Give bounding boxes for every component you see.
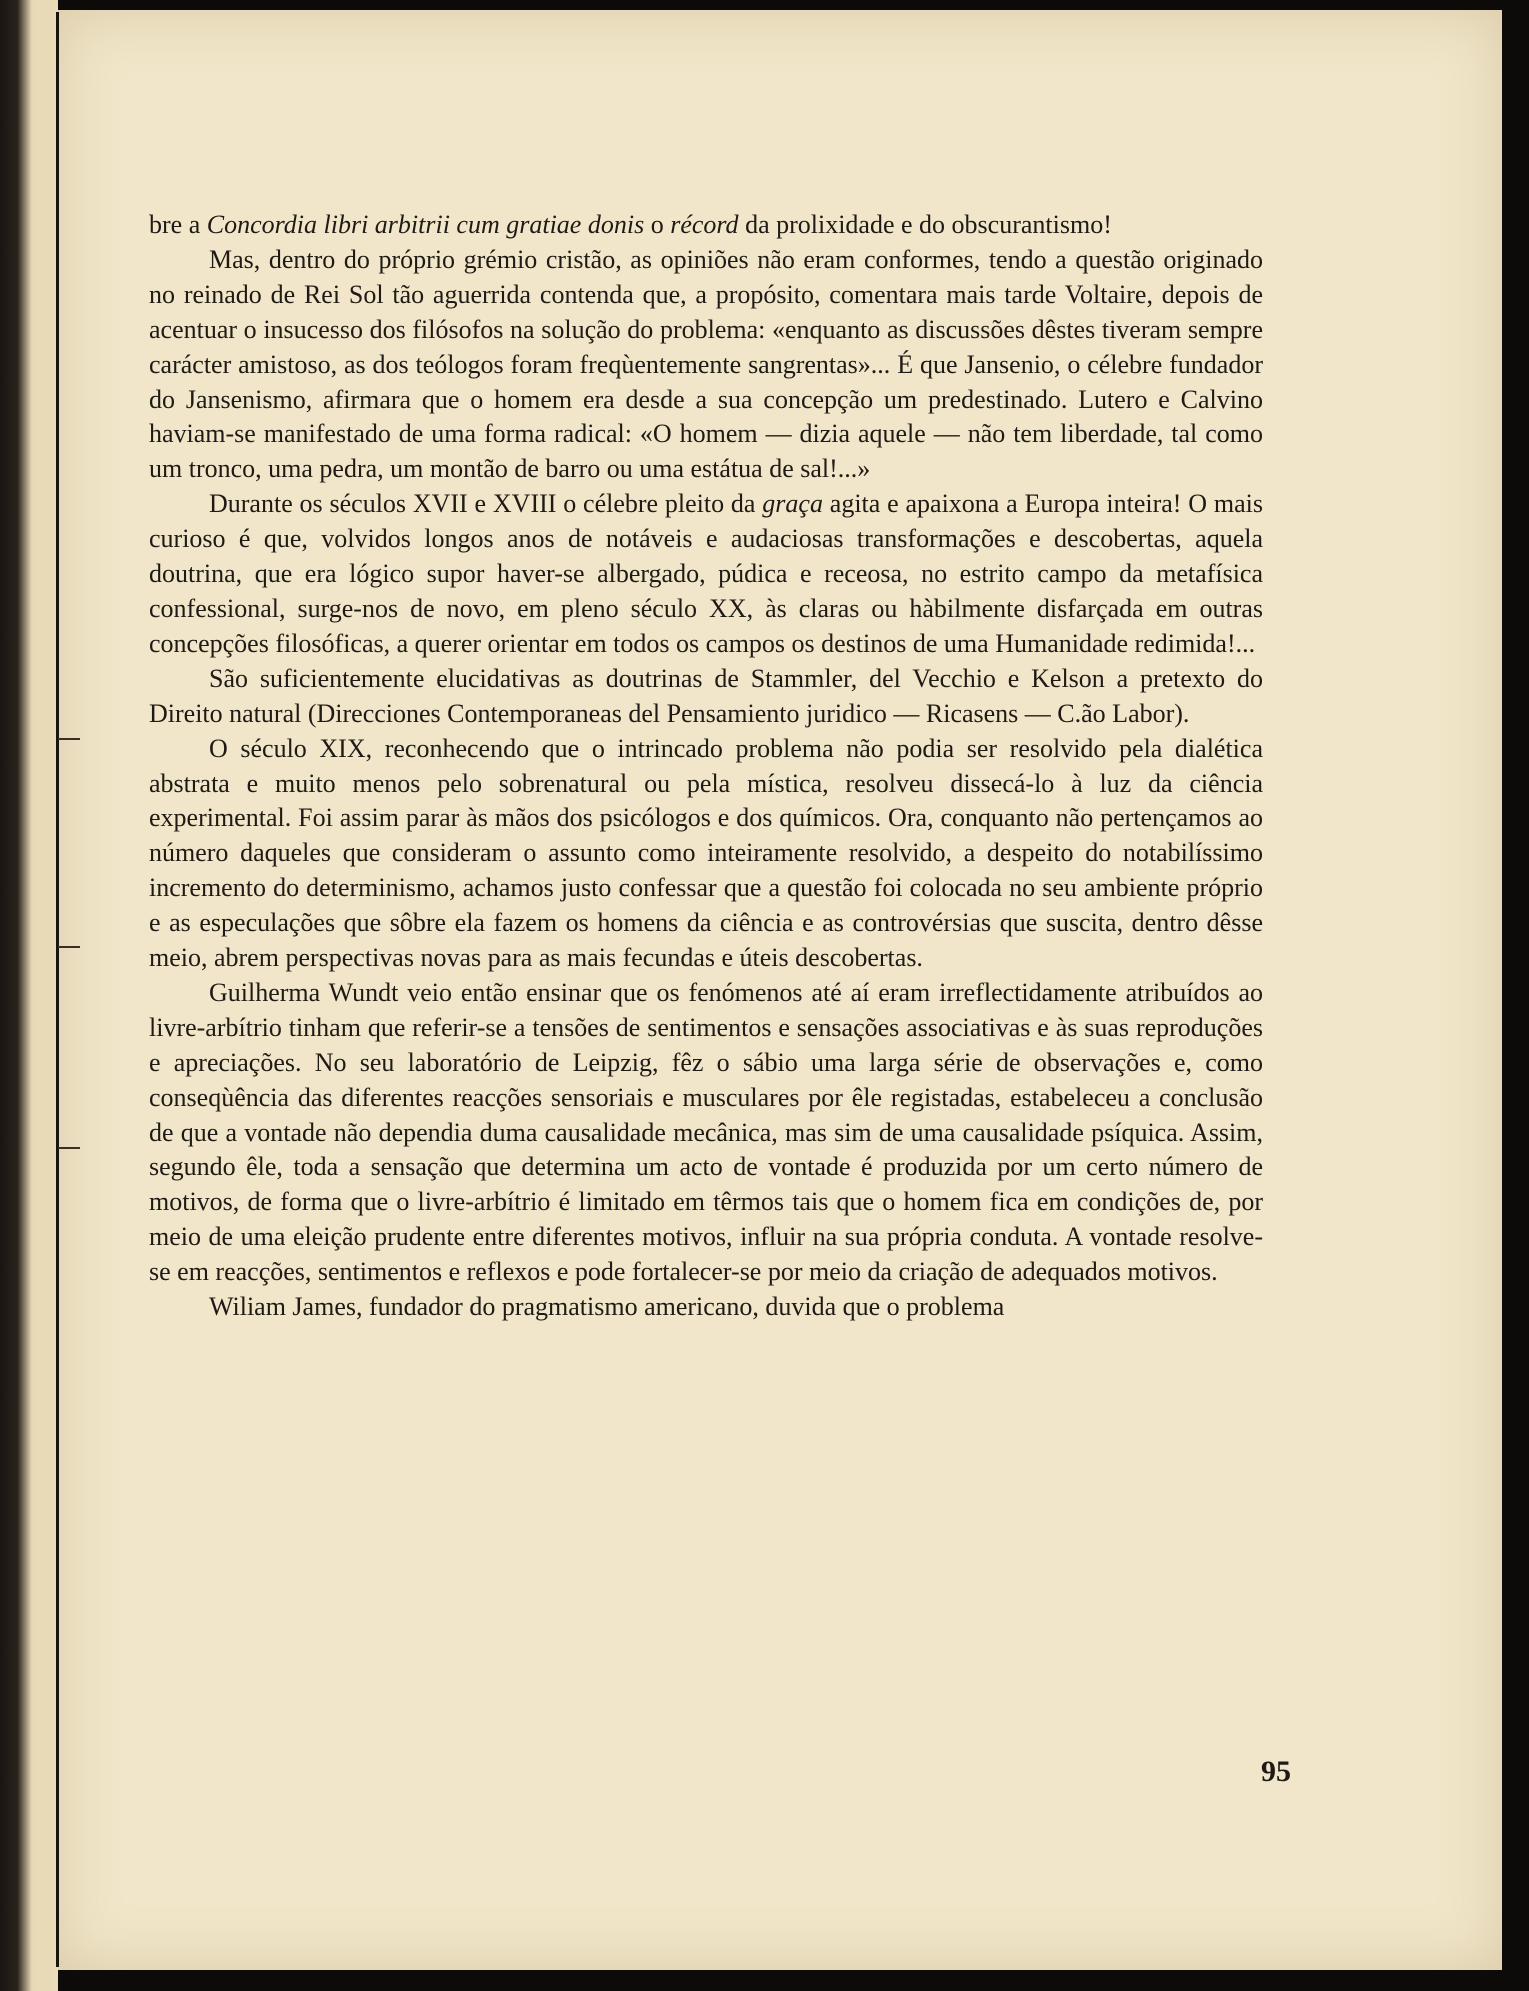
gutter-mark: [58, 1147, 80, 1149]
text-run: Durante os séculos XVII e XVIII o célebre pleito da: [209, 489, 763, 519]
text-run: São suficientemente elucidativas as doutrinas de Stammler, del Vecchio e Kelson a pretexto do Direito natural (Direcciones Contemporaneas del Pensamiento juridico — Ricasens — C.ão Labor).: [149, 663, 1263, 728]
italic-text: graça: [762, 489, 823, 519]
paragraph: [149, 243, 1263, 487]
italic-text: Concordia libri arbitrii cum gratiae donis: [206, 210, 645, 239]
paragraph: [149, 976, 1263, 1290]
text-run: o: [644, 210, 671, 239]
paragraph: [149, 1290, 1263, 1325]
text-run: Wiliam James, fundador do pragmatismo americano, duvida que o problema: [209, 1292, 1005, 1322]
text-run: Mas, dentro do próprio grémio cristão, as opiniões não eram conformes, tendo a questão originado no reinado de Rei Sol tão aguerrida contenda que, a propósito, comentara mais tarde Voltaire, depois de acentuar o insucesso dos filósofos na solução do problema: «enquanto as discussões dêstes tiveram sempre carácter amistoso, as dos teólogos foram freqùentemente sangrentas»... É que Jansenio, o célebre fundador do Jansenismo, afirmara que o homem era desde a sua concepção um predestinado. Lutero e Calvino haviam-se manifestado de uma forma radical: «O homem — dizia aquele — não tem liberdade, tal como um tronco, uma pedra, um montão de barro ou uma estátua de sal!...»: [149, 244, 1263, 484]
body-text: [149, 208, 1263, 1325]
text-run: O século XIX, reconhecendo que o intrincado problema não podia ser resolvido pela dialética abstrata e muito menos pelo sobrenatural ou pela mística, resolveu dissecá-lo à luz da ciência experimental. Foi assim parar às mãos dos psicólogos e dos químicos. Ora, conquanto não pertençamos ao número daqueles que consideram o assunto como inteiramente resolvido, a despeito do notabilíssimo incremento do determinismo, achamos justo confessar que a questão foi colocada no seu ambiente próprio e as especulações que sôbre ela fazem os homens da ciência e as controvérsias que suscita, dentro dêsse meio, abrem perspectivas novas para as mais fecundas e úteis descobertas.: [149, 733, 1263, 973]
paragraph: [149, 732, 1263, 976]
paragraph: [149, 662, 1263, 732]
gutter-mark: [58, 738, 80, 740]
page-gutter-line: [56, 12, 59, 1967]
text-run: da prolixidade e do obscurantismo!: [738, 210, 1112, 239]
book-spine: [0, 0, 58, 1991]
page-number: 95: [1261, 1755, 1291, 1788]
gutter-mark: [58, 946, 80, 948]
italic-text: récord: [670, 210, 739, 239]
text-run: bre a: [149, 210, 207, 239]
text-run: agita e apaixona a Europa inteira! O mais curioso é que, volvidos longos anos de notáveis e audaciosas transformações e descobertas, aquela doutrina, que era lógico supor haver-se albergado, púdica e receosa, no estrito campo da metafísica confessional, surge-nos de novo, em pleno século XX, às claras ou hàbilmente disfarçada em outras concepções filosóficas, a querer orientar em todos os campos os destinos de uma Humanidade redimida!...: [149, 489, 1263, 658]
text-run: Guilherma Wundt veio então ensinar que os fenómenos até aí eram irreflectidamente atribuídos ao livre-arbítrio tinham que referir-se a tensões de sentimentos e sensações associativas e às suas reproduções e apreciações. No seu laboratório de Leipzig, fêz o sábio uma larga série de observações e, como conseqùência das diferentes reacções sensoriais e musculares por êle registadas, estabeleceu a conclusão de que a vontade não dependia duma causalidade mecânica, mas sim de uma causalidade psíquica. Assim, segundo êle, toda a sensação que determina um acto de vontade é produzida por um certo número de motivos, de forma que o livre-arbítrio é limitado em têrmos tais que o homem fica em condições de, por meio de uma eleição prudente entre diferentes motivos, influir na sua própria conduta. A vontade resolve-se em reacções, sentimentos e reflexos e pode fortalecer-se por meio da criação de adequados motivos.: [149, 977, 1263, 1287]
paragraph: [149, 208, 1263, 243]
paragraph: [149, 487, 1263, 662]
